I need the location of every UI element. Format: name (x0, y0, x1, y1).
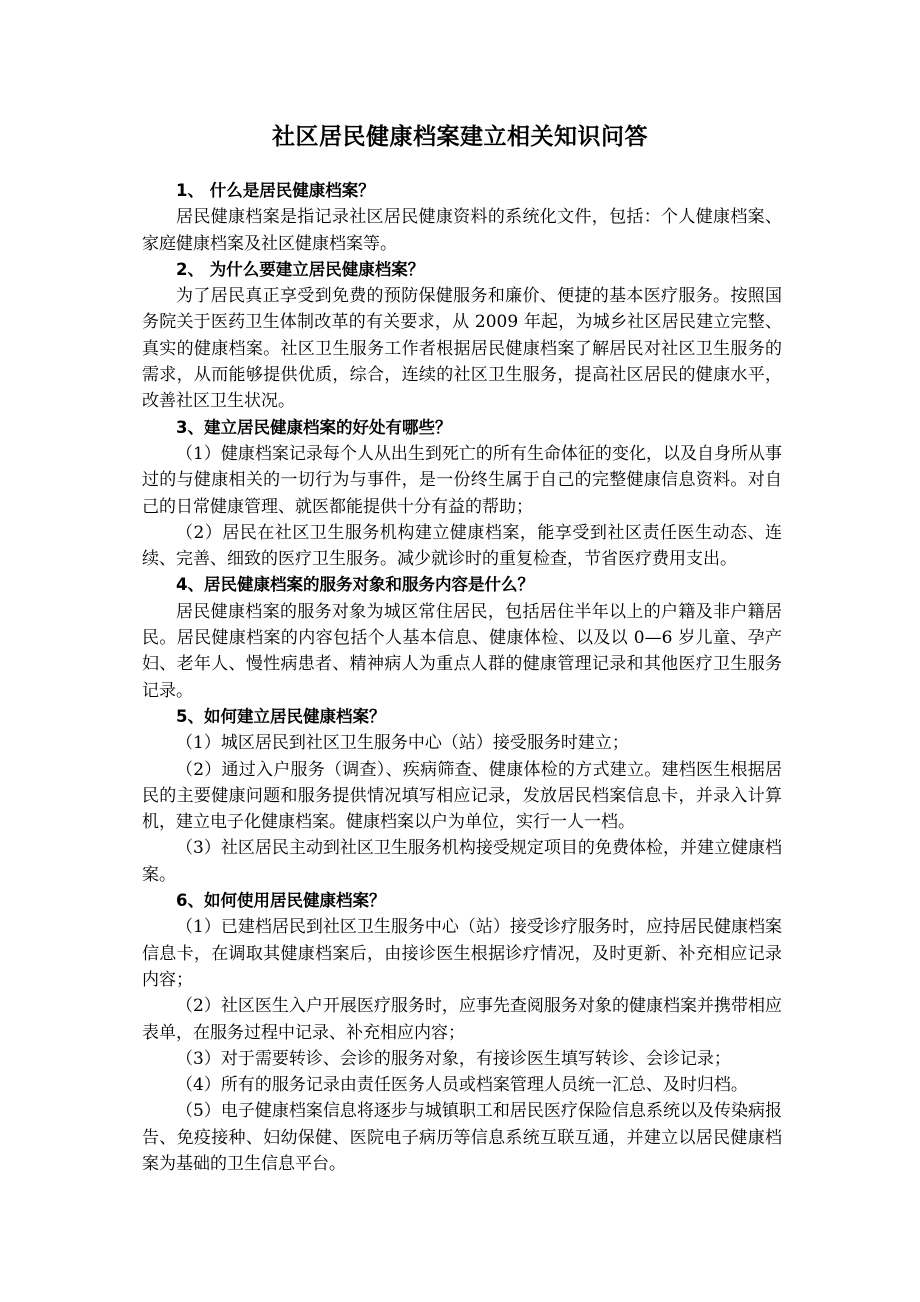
paragraph: （2）居民在社区卫生服务机构建立健康档案，能享受到社区责任医生动态、连续、完善、细致的医疗卫生服务。减少就诊时的重复检查，节省医疗费用支出。 (142, 522, 782, 570)
document-body (142, 178, 782, 1177)
paragraph: 居民健康档案的服务对象为城区常住居民，包括居住半年以上的户籍及非户籍居民。居民健康档案的内容包括个人基本信息、健康体检、以及以 0—6 岁儿童、孕产妇、老年人、慢性病患者、精神病人为重点人群的健康管理记录和其他医疗卫生服务记录。 (142, 601, 782, 701)
paragraph: （3）社区居民主动到社区卫生服务机构接受规定项目的免费体检，并建立健康档案。 (142, 838, 782, 885)
paragraph: （3）对于需要转诊、会诊的服务对象，有接诊医生填写转诊、会诊记录； (176, 1048, 731, 1069)
paragraph: （1）城区居民到社区卫生服务中心（站）接受服务时建立； (176, 733, 629, 754)
section-heading: 3、建立居民健康档案的好处有哪些？ (176, 417, 452, 437)
section-heading: 2、 为什么要建立居民健康档案？ (176, 259, 425, 279)
paragraph: 居民健康档案是指记录社区居民健康资料的系统化文件，包括：个人健康档案、家庭健康档案及社区健康档案等。 (142, 207, 782, 254)
paragraph: （4）所有的服务记录由责任医务人员或档案管理人员统一汇总、及时归档。 (176, 1075, 748, 1096)
paragraph: （2）通过入户服务（调查）、疾病筛查、健康体检的方式建立。建档医生根据居民的主要健康问题和服务提供情况填写相应记录，发放居民档案信息卡，并录入计算机，建立电子化健康档案。健康档案以户为单位，实行一人一档。 (142, 759, 782, 833)
paragraph: 为了居民真正享受到免费的预防保健服务和廉价、便捷的基本医疗服务。按照国务院关于医药卫生体制改革的有关要求，从 2009 年起，为城乡社区居民建立完整、真实的健康档案。社区卫生服务工作者根据居民健康档案了解居民对社区卫生服务的需求，从而能够提供优质，综合，连续的社区卫生服务，提高社区居民的健康水平，改善社区卫生状况。 (142, 286, 782, 412)
section-heading: 4、居民健康档案的服务对象和服务内容是什么？ (176, 575, 534, 595)
paragraph: （1）健康档案记录每个人从出生到死亡的所有生命体征的变化，以及自身所从事过的与健康相关的一切行为与事件，是一份终生属于自己的完整健康信息资料。对自己的日常健康管理、就医都能提供十分有益的帮助； (142, 443, 782, 517)
section-heading: 5、如何建立居民健康档案？ (176, 706, 386, 726)
section-heading: 1、 什么是居民健康档案？ (176, 181, 375, 200)
paragraph: （5）电子健康档案信息将逐步与城镇职工和居民医疗保险信息系统以及传染病报告、免疫接种、妇幼保健、医院电子病历等信息系统互联互通，并建立以居民健康档案为基础的卫生信息平台。 (142, 1101, 782, 1174)
document-title: 社区居民健康档案建立相关知识问答 (272, 124, 648, 150)
paragraph: （1）已建档居民到社区卫生服务中心（站）接受诊疗服务时，应持居民健康档案信息卡，在调取其健康档案后，由接诊医生根据诊疗情况，及时更新、补充相应记录内容； (142, 917, 782, 990)
paragraph: （2）社区医生入户开展医疗服务时，应事先查阅服务对象的健康档案并携带相应表单，在服务过程中记录、补充相应内容； (142, 996, 782, 1043)
section-heading: 6、如何使用居民健康档案？ (176, 891, 386, 911)
